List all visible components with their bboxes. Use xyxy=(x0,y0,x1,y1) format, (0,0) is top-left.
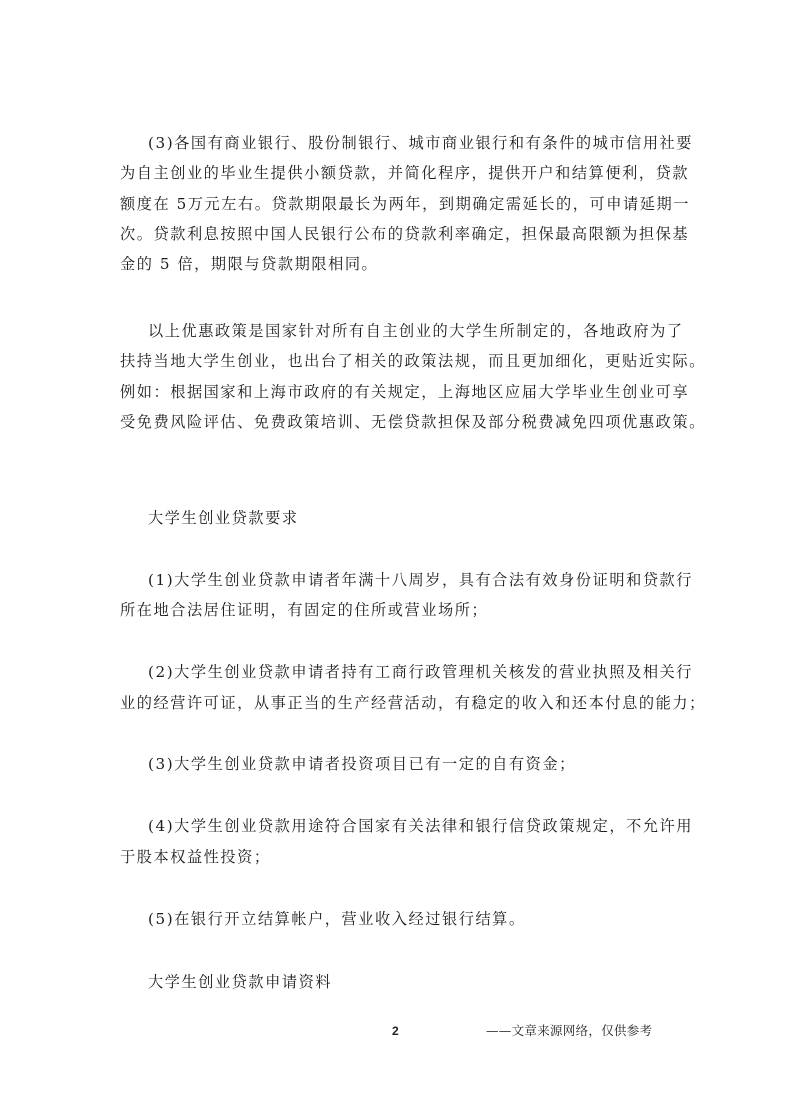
text-line: 受免费风险评估、免费政策培训、无偿贷款担保及部分税费减免四项优惠政策。 xyxy=(120,413,706,431)
text-line: (3)大学生创业贷款申请者投资项目已有一定的自有资金； xyxy=(148,755,576,773)
page-number: 2 xyxy=(392,1024,399,1038)
text-line: (5)在银行开立结算帐户，营业收入经过银行结算。 xyxy=(148,910,526,928)
text-line: (3)各国有商业银行、股份制银行、城市商业银行和有条件的城市信用社要 xyxy=(148,134,694,152)
text-line: 额度在 5万元左右。贷款期限最长为两年，到期确定需延长的，可申请延期一 xyxy=(120,195,690,213)
text-line: 扶持当地大学生创业，也出台了相关的政策法规，而且更加细化，更贴近实际。 xyxy=(120,352,706,370)
text-line: (2)大学生创业贷款申请者持有工商行政管理机关核发的营业执照及相关行 xyxy=(148,663,694,681)
text-line: 金的 5 倍，期限与贷款期限相同。 xyxy=(120,255,379,273)
text-line: 次。贷款利息按照中国人民银行公布的贷款利率确定，担保最高限额为担保基 xyxy=(120,225,690,243)
text-line: (1)大学生创业贷款申请者年满十八周岁，具有合法有效身份证明和贷款行 xyxy=(148,571,694,589)
text-line: 业的经营许可证，从事正当的生产经营活动，有稳定的收入和还本付息的能力； xyxy=(120,694,706,712)
text-line: (4)大学生创业贷款用途符合国家有关法律和银行信贷政策规定，不允许用 xyxy=(148,817,694,835)
text-line: 例如：根据国家和上海市政府的有关规定，上海地区应届大学毕业生创业可享 xyxy=(120,383,690,401)
footer-source-note: ——文章来源网络，仅供参考 xyxy=(486,1023,653,1038)
text-line: 所在地合法居住证明，有固定的住所或营业场所； xyxy=(120,601,489,619)
text-line: 为自主创业的毕业生提供小额贷款，并简化程序，提供开户和结算便利，贷款 xyxy=(120,164,690,182)
section-heading-requirements: 大学生创业贷款要求 xyxy=(148,509,299,527)
text-line: 于股本权益性投资； xyxy=(120,848,271,866)
section-heading-materials: 大学生创业贷款申请资料 xyxy=(148,973,333,991)
text-line: 以上优惠政策是国家针对所有自主创业的大学生所制定的，各地政府为了 xyxy=(148,322,684,340)
